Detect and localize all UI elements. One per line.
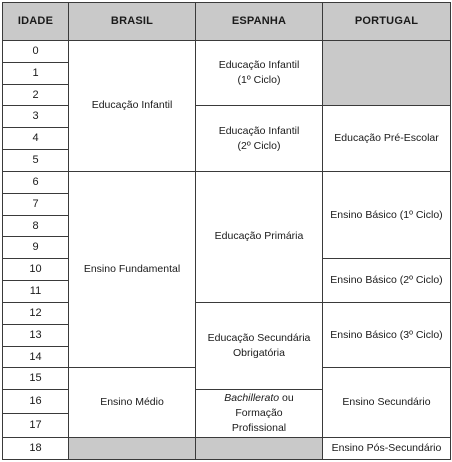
espanha-secundaria-line1: Educação Secundária: [207, 332, 311, 345]
portugal-educacao-pre-escolar: Educação Pré-Escolar: [323, 106, 451, 171]
age-cell: 15: [3, 368, 69, 390]
age-cell: 4: [3, 128, 69, 150]
table-row: [3, 171, 451, 193]
brasil-ensino-fundamental: Ensino Fundamental: [69, 171, 196, 367]
age-cell: 18: [3, 438, 69, 460]
age-cell: 13: [3, 324, 69, 346]
espanha-educacao-infantil-2-ciclo: [196, 106, 323, 171]
espanha-bachillerato-rest: ou Formação: [235, 392, 294, 420]
espanha-bachillerato-line1: [200, 391, 318, 421]
espanha-infantil-1-line1: Educação Infantil: [218, 59, 300, 72]
brasil-empty-cell: [69, 438, 196, 460]
header-row: [3, 3, 451, 41]
age-cell: 12: [3, 302, 69, 324]
age-cell: 8: [3, 215, 69, 237]
portugal-ensino-basico-2-ciclo: Ensino Básico (2º Ciclo): [323, 259, 451, 303]
age-cell: 0: [3, 41, 69, 63]
age-cell: 2: [3, 84, 69, 106]
espanha-infantil-2-line1: Educação Infantil: [218, 124, 300, 137]
header-age: IDADE: [3, 3, 69, 41]
espanha-educacao-primaria: Educação Primária: [196, 171, 323, 302]
education-systems-table: [2, 2, 451, 460]
portugal-ensino-basico-3-ciclo: Ensino Básico (3º Ciclo): [323, 302, 451, 367]
table-row: [3, 438, 451, 460]
age-cell: 1: [3, 62, 69, 84]
portugal-ensino-secundario: Ensino Secundário: [323, 368, 451, 438]
espanha-bachillerato-line2: Profissional: [231, 422, 287, 435]
portugal-ensino-pos-secundario: Ensino Pós-Secundário: [323, 438, 451, 460]
table-row: [3, 41, 451, 63]
espanha-bachillerato-italic: Bachillerato: [224, 392, 280, 405]
age-cell: 10: [3, 259, 69, 281]
header-brasil: BRASIL: [69, 3, 196, 41]
portugal-ensino-basico-1-ciclo: Ensino Básico (1º Ciclo): [323, 171, 451, 258]
espanha-infantil-1-line2: (1º Ciclo): [237, 74, 281, 87]
header-espanha: ESPANHA: [196, 3, 323, 41]
espanha-educacao-secundaria-obrigatoria: [196, 302, 323, 389]
espanha-bachillerato-ou-formacao-profissional: [196, 390, 323, 438]
age-cell: 11: [3, 281, 69, 303]
espanha-infantil-2-line2: (2º Ciclo): [237, 139, 281, 152]
portugal-empty-cell: [323, 41, 451, 106]
age-cell: 6: [3, 171, 69, 193]
espanha-empty-cell: [196, 438, 323, 460]
espanha-secundaria-line2: Obrigatória: [233, 347, 285, 360]
age-cell: 14: [3, 346, 69, 368]
age-cell: 5: [3, 150, 69, 172]
brasil-ensino-medio: Ensino Médio: [69, 368, 196, 438]
espanha-educacao-infantil-1-ciclo: [196, 41, 323, 106]
brasil-educacao-infantil: Educação Infantil: [69, 41, 196, 172]
age-cell: 16: [3, 390, 69, 414]
age-cell: 17: [3, 414, 69, 438]
age-cell: 9: [3, 237, 69, 259]
age-cell: 3: [3, 106, 69, 128]
age-cell: 7: [3, 193, 69, 215]
header-portugal: PORTUGAL: [323, 3, 451, 41]
